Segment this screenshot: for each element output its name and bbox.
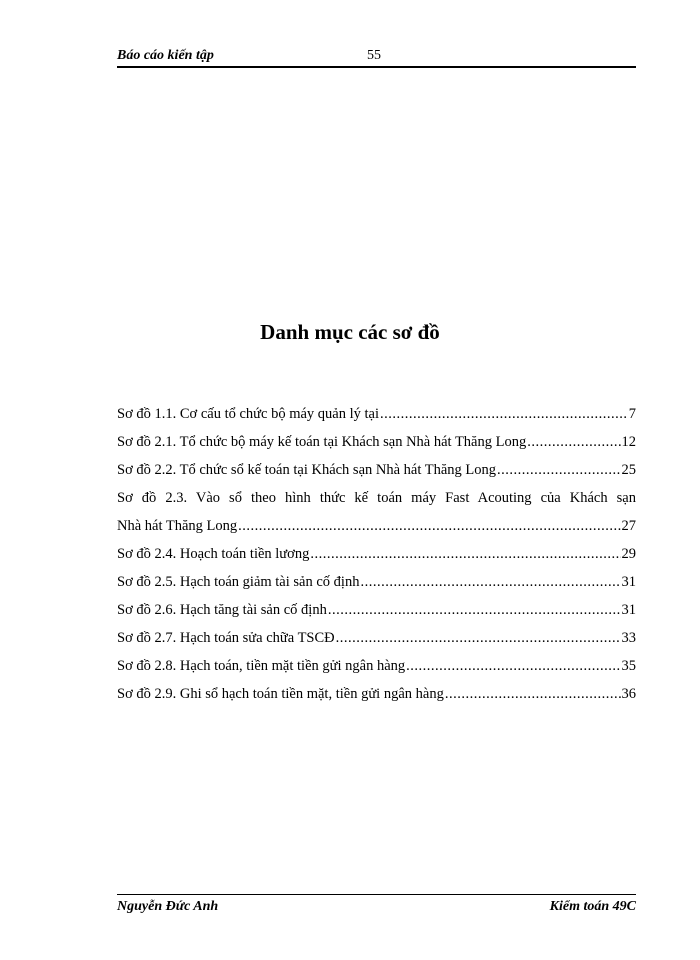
toc-item-label: Sơ đồ 2.8. Hạch toán, tiền mặt tiền gửi ngân hàng xyxy=(117,658,406,674)
toc-item-page: 33 xyxy=(621,630,636,646)
toc-item-1-1[interactable] xyxy=(117,400,636,428)
toc-item-2-8[interactable] xyxy=(117,652,636,680)
dot-leader xyxy=(497,456,620,484)
dot-leader xyxy=(328,596,621,624)
toc-item-page: 7 xyxy=(628,406,636,422)
toc-item-page: 29 xyxy=(621,546,636,562)
dot-leader xyxy=(445,680,621,708)
toc-item-page: 35 xyxy=(621,658,636,674)
toc-item-page: 31 xyxy=(621,574,636,590)
toc-item-page: 27 xyxy=(621,518,636,534)
toc-item-label-line1: Sơ đồ 2.3. Vào sổ theo hình thức kế toán máy Fast Acouting của Khách sạn xyxy=(117,490,636,506)
toc-item-label: Sơ đồ 2.5. Hạch toán giảm tài sản cố định xyxy=(117,574,360,590)
class-name: Kiểm toán 49C xyxy=(549,899,636,914)
toc-item-2-1[interactable] xyxy=(117,428,636,456)
dot-leader xyxy=(360,568,620,596)
page-header xyxy=(117,46,636,68)
toc-item-page: 12 xyxy=(621,434,636,450)
page-footer xyxy=(117,894,636,919)
dot-leader xyxy=(336,624,621,652)
dot-leader xyxy=(527,428,620,456)
toc-item-2-3[interactable] xyxy=(117,484,636,540)
toc-item-2-9[interactable] xyxy=(117,680,636,708)
toc-item-page: 31 xyxy=(621,602,636,618)
toc-item-2-6[interactable] xyxy=(117,596,636,624)
page-number: 55 xyxy=(367,48,381,63)
toc-item-label: Sơ đồ 2.4. Hoạch toán tiền lương xyxy=(117,546,310,562)
toc-item-second-line xyxy=(117,512,636,540)
toc-item-label: Sơ đồ 2.6. Hạch tăng tài sản cố định xyxy=(117,602,327,618)
toc-item-label: Sơ đồ 2.2. Tổ chức sổ kế toán tại Khách sạn Nhà hát Thăng Long xyxy=(117,462,497,478)
toc-item-label: Sơ đồ 2.1. Tổ chức bộ máy kế toán tại Khách sạn Nhà hát Thăng Long xyxy=(117,434,527,450)
report-title: Báo cáo kiến tập xyxy=(117,48,214,63)
author-name: Nguyễn Đức Anh xyxy=(117,899,219,914)
toc-item-2-5[interactable] xyxy=(117,568,636,596)
toc-item-label: Sơ đồ 1.1. Cơ cấu tổ chức bộ máy quản lý tại xyxy=(117,406,379,422)
toc-item-2-2[interactable] xyxy=(117,456,636,484)
toc-item-page: 25 xyxy=(621,462,636,478)
toc-item-2-4[interactable] xyxy=(117,540,636,568)
toc-item-2-7[interactable] xyxy=(117,624,636,652)
dot-leader xyxy=(310,540,620,568)
diagram-list xyxy=(117,400,636,708)
toc-item-page: 36 xyxy=(621,686,636,702)
toc-item-label: Sơ đồ 2.9. Ghi sổ hạch toán tiền mặt, tiền gửi ngân hàng xyxy=(117,686,444,702)
page-title: Danh mục các sơ đồ xyxy=(260,320,440,344)
dot-leader xyxy=(238,512,620,540)
toc-item-label-line2: Nhà hát Thăng Long xyxy=(117,518,238,534)
toc-item-label: Sơ đồ 2.7. Hạch toán sửa chữa TSCĐ xyxy=(117,630,335,646)
dot-leader xyxy=(406,652,620,680)
dot-leader xyxy=(380,400,628,428)
